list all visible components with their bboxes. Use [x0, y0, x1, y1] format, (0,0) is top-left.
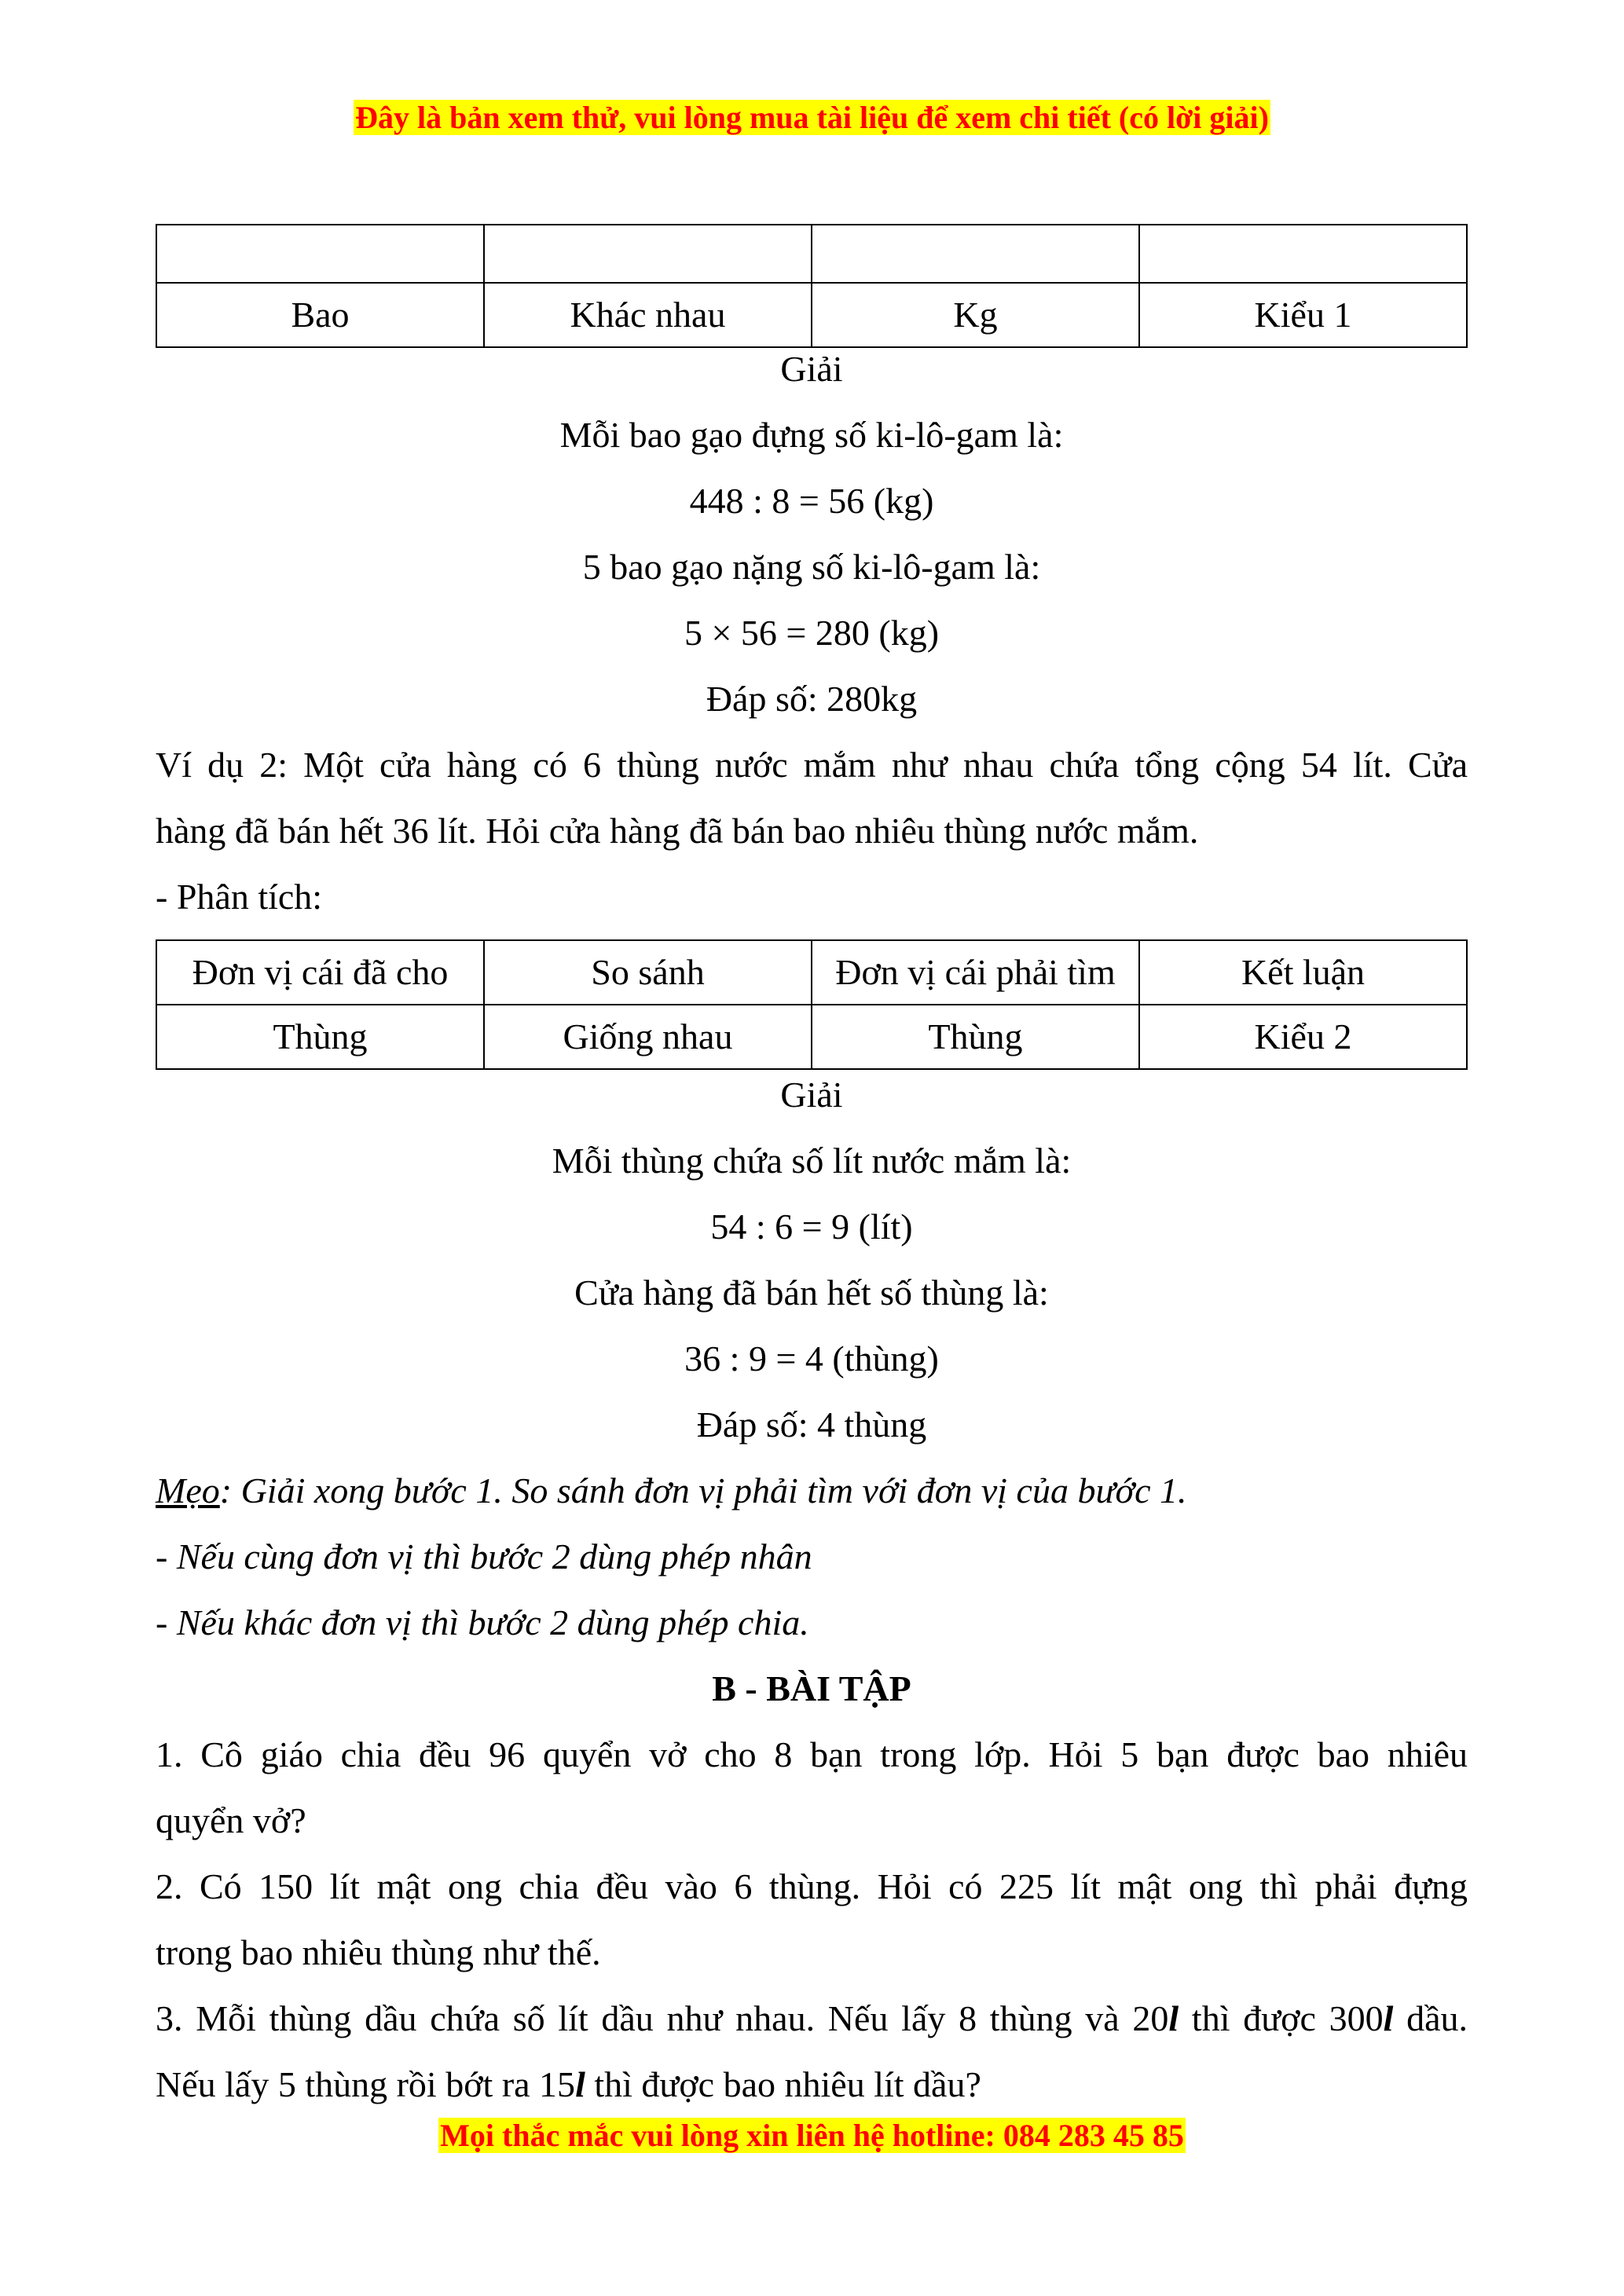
analysis-label: - Phân tích:	[156, 877, 323, 917]
solution-heading: Giải	[780, 1075, 843, 1115]
table-cell: Khác nhau	[484, 283, 812, 347]
tip-line: - Nếu khác đơn vị thì bước 2 dùng phép chia.	[156, 1602, 809, 1642]
solution-line: 36 : 9 = 4 (thùng)	[684, 1338, 939, 1379]
section-title: B - BÀI TẬP	[712, 1668, 911, 1708]
hotline-banner	[0, 2116, 1624, 2155]
table-cell: So sánh	[484, 940, 812, 1005]
exercise-3	[156, 1986, 1468, 2052]
solution-line: Mỗi bao gạo đựng số ki-lô-gam là:	[559, 415, 1064, 455]
table-cell: Kết luận	[1139, 940, 1467, 1005]
table-cell: Kiểu 2	[1139, 1005, 1467, 1069]
exercise-2: 2. Có 150 lít mật ong chia đều vào 6 thùng. Hỏi có 225 lít mật ong thì phải đựng	[156, 1866, 1468, 1906]
liter-symbol: l	[1383, 1998, 1394, 2038]
solution-line: 5 bao gạo nặng số ki-lô-gam là:	[582, 547, 1041, 587]
table-cell: Thùng	[812, 1005, 1139, 1069]
solution-line: Mỗi thùng chứa số lít nước mắm là:	[552, 1141, 1072, 1181]
exercise-3-text: thì được 300	[1179, 1998, 1384, 2038]
table-cell: Kg	[812, 283, 1139, 347]
example-2-text: hàng đã bán hết 36 lít. Hỏi cửa hàng đã bán bao nhiêu thùng nước mắm.	[156, 811, 1199, 851]
hotline-text: Mọi thắc mắc vui lòng xin liên hệ hotline: 084 283 45 85	[440, 2118, 1184, 2153]
tip-line	[156, 1458, 1468, 1524]
table-cell: Thùng	[156, 1005, 484, 1069]
exercise-3-text: thì được bao nhiêu lít dầu?	[585, 2064, 981, 2104]
table-cell: Đơn vị cái phải tìm	[812, 940, 1139, 1005]
table-header-row	[156, 225, 1467, 283]
table-cell	[1139, 225, 1467, 283]
solution-answer: Đáp số: 280kg	[706, 679, 918, 719]
exercise-3-text: Nếu lấy 5 thùng rồi bớt ra 15	[156, 2064, 576, 2104]
table-cell	[484, 225, 812, 283]
solution-line: Cửa hàng đã bán hết số thùng là:	[574, 1273, 1049, 1313]
solution-heading: Giải	[780, 349, 843, 389]
liter-symbol: l	[1168, 1998, 1179, 2038]
table-cell	[812, 225, 1139, 283]
exercise-3-text: dầu.	[1393, 1998, 1468, 2038]
table-cell	[156, 225, 484, 283]
table-cell: Giống nhau	[484, 1005, 812, 1069]
table-cell: Đơn vị cái đã cho	[156, 940, 484, 1005]
table-header-row	[156, 940, 1467, 1005]
table-cell: Kiểu 1	[1139, 283, 1467, 347]
analysis-table-example-1	[156, 224, 1468, 348]
analysis-table-example-2	[156, 939, 1468, 1070]
preview-notice-text: Đây là bản xem thử, vui lòng mua tài liệu để xem chi tiết (có lời giải)	[355, 100, 1269, 135]
liter-symbol: l	[575, 2064, 585, 2104]
exercise-3-text: 3. Mỗi thùng dầu chứa số lít dầu như nhau. Nếu lấy 8 thùng và 20	[156, 1998, 1169, 2038]
exercise-3	[156, 2052, 1468, 2118]
solution-line: 5 × 56 = 280 (kg)	[684, 613, 940, 653]
exercise-2: trong bao nhiêu thùng như thế.	[156, 1932, 601, 1972]
solution-answer: Đáp số: 4 thùng	[696, 1404, 927, 1445]
example-2-text: Ví dụ 2: Một cửa hàng có 6 thùng nước mắm như nhau chứa tổng cộng 54 lít. Cửa	[156, 745, 1468, 785]
solution-line: 54 : 6 = 9 (lít)	[710, 1207, 913, 1247]
exercise-1: quyển vở?	[156, 1800, 306, 1840]
table-row	[156, 1005, 1467, 1069]
preview-notice-banner	[0, 98, 1624, 137]
tip-line: - Nếu cùng đơn vị thì bước 2 dùng phép nhân	[156, 1536, 812, 1576]
tip-text: : Giải xong bước 1. So sánh đơn vị phải tìm với đơn vị của bước 1.	[219, 1470, 1187, 1511]
exercise-1: 1. Cô giáo chia đều 96 quyển vở cho 8 bạn trong lớp. Hỏi 5 bạn được bao nhiêu	[156, 1734, 1468, 1774]
table-cell: Bao	[156, 283, 484, 347]
tip-label: Mẹo	[156, 1470, 220, 1511]
solution-line: 448 : 8 = 56 (kg)	[689, 481, 934, 521]
